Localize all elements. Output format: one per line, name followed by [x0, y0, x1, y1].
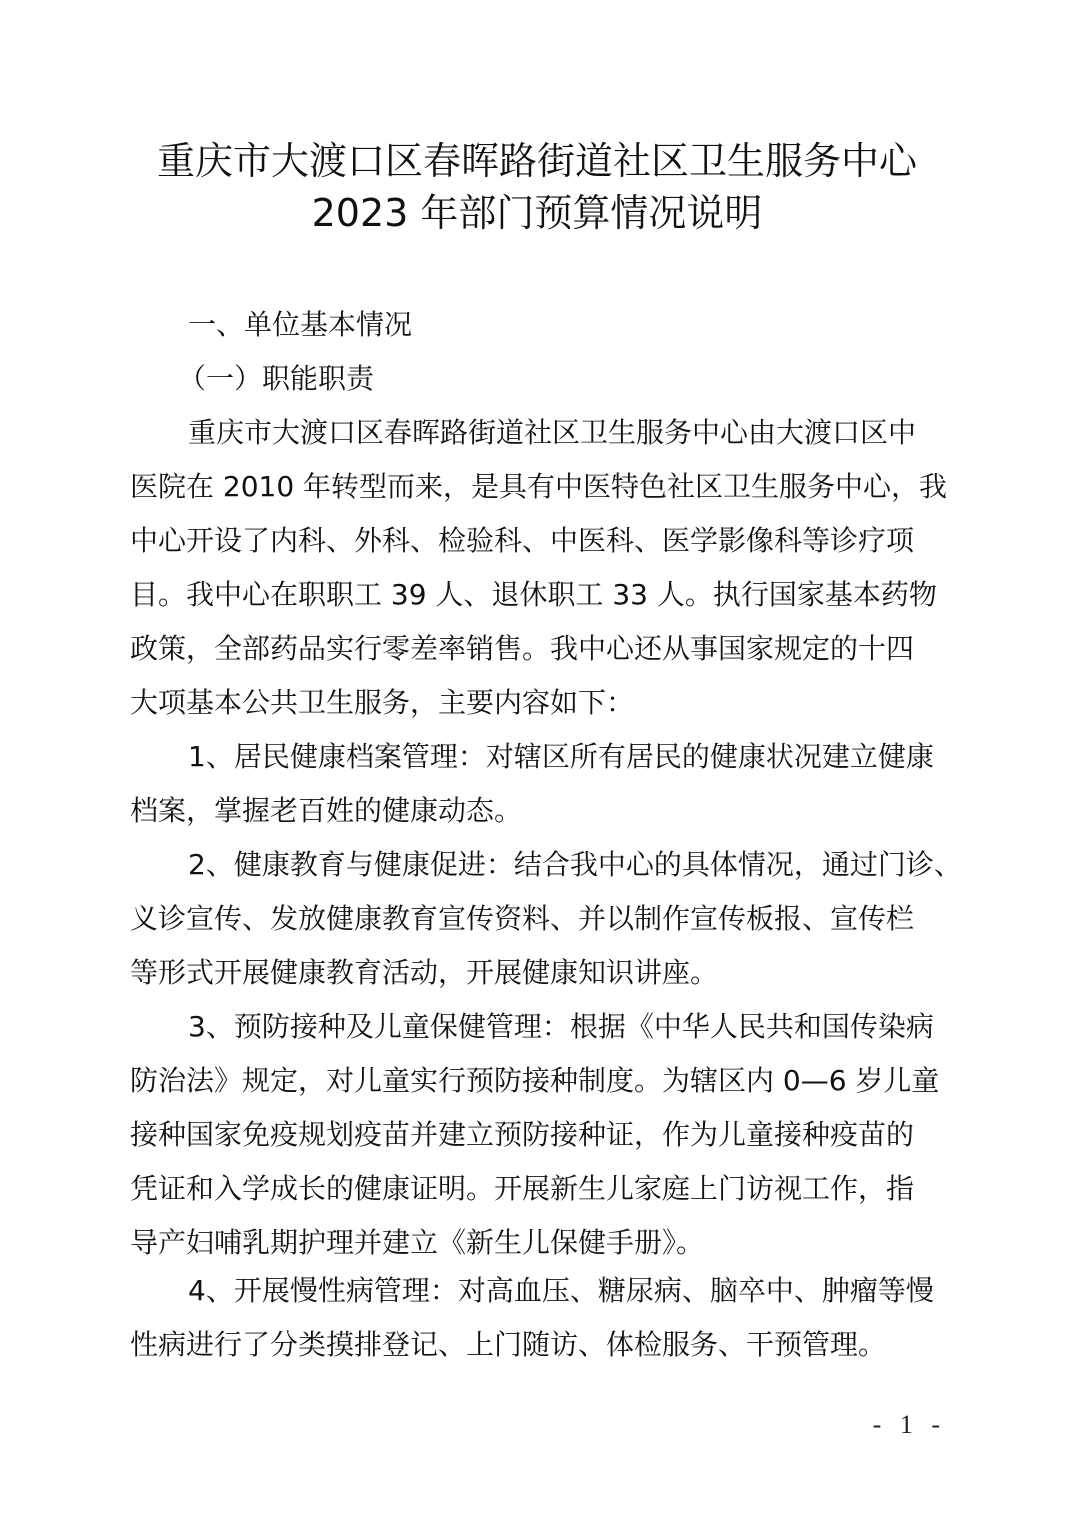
paragraph-line: 义诊宣传、发放健康教育宣传资料、并以制作宣传板报、宣传栏 — [130, 902, 915, 935]
paragraph-intro — [130, 406, 946, 730]
paragraph-line: 政策，全部药品实行零差率销售。我中心还从事国家规定的十四 — [130, 632, 915, 665]
paragraph-line: 等形式开展健康教育活动，开展健康知识讲座。 — [130, 956, 719, 989]
paragraph-line: 接种国家免疫规划疫苗并建立预防接种证，作为儿童接种疫苗的 — [130, 1118, 915, 1151]
paragraph-item-1 — [130, 730, 946, 838]
paragraph-line: 中心开设了内科、外科、检验科、中医科、医学影像科等诊疗项 — [130, 524, 915, 557]
paragraph-item-2 — [130, 838, 962, 1000]
paragraph-line: 4、开展慢性病管理：对高血压、糖尿病、脑卒中、肿瘤等慢 — [188, 1274, 934, 1307]
paragraph-line: 2、健康教育与健康促进：结合我中心的具体情况，通过门诊、 — [188, 848, 962, 881]
paragraph-line: 大项基本公共卫生服务，主要内容如下： — [130, 686, 635, 719]
paragraph-item-3 — [130, 1000, 946, 1270]
section-heading-block — [130, 298, 946, 406]
paragraph-line: 医院在 2010 年转型而来，是具有中医特色社区卫生服务中心，我 — [130, 470, 948, 503]
paragraph-line: 性病进行了分类摸排登记、上门随访、体检服务、干预管理。 — [130, 1328, 887, 1361]
paragraph-line: 档案，掌握老百姓的健康动态。 — [130, 794, 523, 827]
subsection-heading: （一）职能职责 — [178, 362, 375, 395]
paragraph-line: 凭证和入学成长的健康证明。开展新生儿家庭上门访视工作，指 — [130, 1172, 915, 1205]
paragraph-item-4 — [130, 1264, 946, 1372]
document-title-line-2: 2023 年部门预算情况说明 — [311, 191, 763, 235]
paragraph-line: 目。我中心在职职工 39 人、退休职工 33 人。执行国家基本药物 — [130, 578, 937, 611]
paragraph-line: 3、预防接种及儿童保健管理：根据《中华人民共和国传染病 — [188, 1010, 934, 1043]
paragraph-line: 重庆市大渡口区春晖路街道社区卫生服务中心由大渡口区中 — [188, 416, 917, 449]
section-heading: 一、单位基本情况 — [188, 308, 413, 341]
paragraph-line: 导产妇哺乳期护理并建立《新生儿保健手册》。 — [130, 1226, 705, 1259]
paragraph-line: 1、居民健康档案管理：对辖区所有居民的健康状况建立健康 — [188, 740, 934, 773]
page-number: - 1 - — [872, 1410, 946, 1439]
document-title-line-1: 重庆市大渡口区春晖路街道社区卫生服务中心 — [156, 139, 917, 183]
paragraph-line: 防治法》规定，对儿童实行预防接种制度。为辖区内 0—6 岁儿童 — [130, 1064, 940, 1097]
